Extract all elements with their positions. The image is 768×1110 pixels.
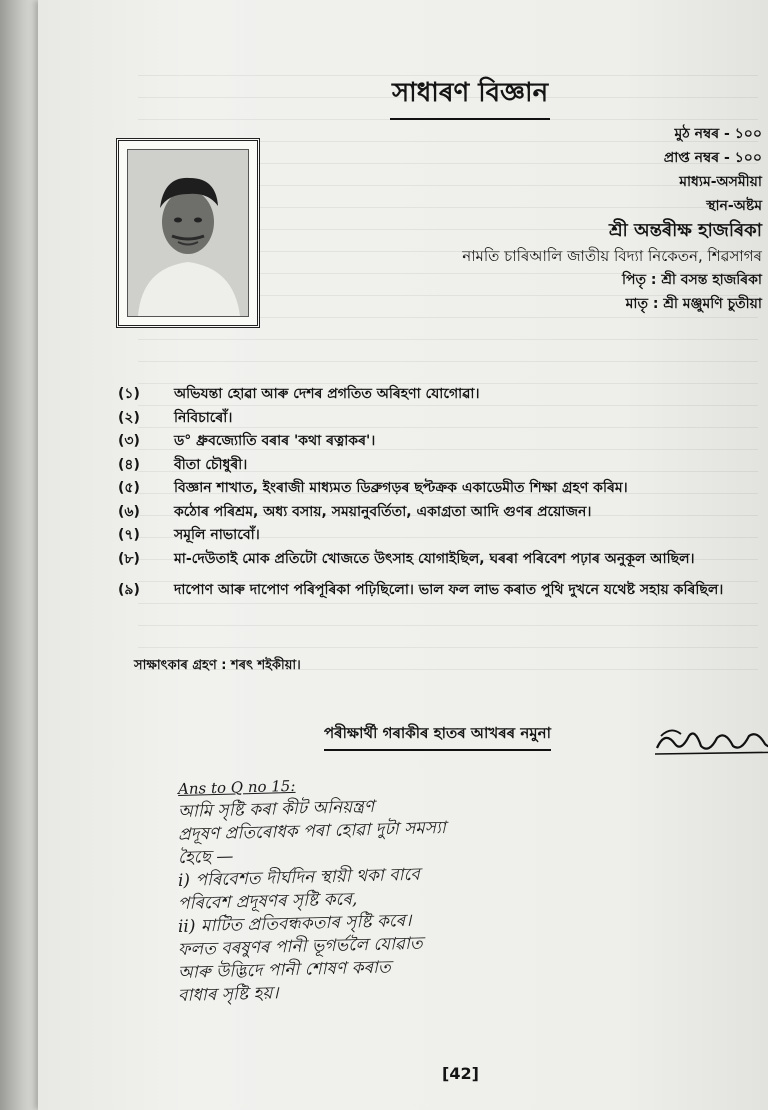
answer-number: (৪): [118, 456, 140, 473]
list-item: [118, 453, 768, 477]
obtained-marks: প্ৰাপ্ত নম্বৰ - ১০০: [663, 150, 762, 166]
answer-text: বীতা চৌধুৰী।: [174, 456, 248, 473]
handwriting-label: Ans to Q no 15:: [177, 776, 296, 798]
signature-icon: [651, 722, 768, 762]
answer-number: (২): [118, 409, 140, 426]
student-details: [462, 122, 762, 316]
handwriting-line: i) পৰিবেশত দীৰ্ঘদিন স্থায়ী থকা বাবে: [177, 864, 421, 891]
father-name: পিতৃ : শ্ৰী বসন্ত হাজৰিকা: [621, 272, 762, 288]
handwriting-line: আৰু উদ্ভিদে পানী শোষণ কৰাত: [177, 957, 391, 983]
full-marks: মুঠ নম্বৰ - ১০০: [674, 126, 762, 142]
student-name: শ্ৰী অন্তৰীক্ষ হাজৰিকা: [609, 220, 762, 241]
answer-text: বিজ্ঞান শাখাত, ইংৰাজী মাধ্যমত ডিব্ৰুগড়ৰ ছপ্টক্ৰক একাডেমীত শিক্ষা গ্ৰহণ কৰিম।: [174, 480, 628, 496]
list-item: [118, 406, 768, 430]
handwriting-sample-heading: পৰীক্ষাৰ্থী গৰাকীৰ হাতৰ আখৰৰ নমুনা: [324, 722, 551, 751]
answer-list: [118, 382, 768, 610]
list-item: [118, 547, 768, 571]
mother-name: মাতৃ : শ্ৰী মঞ্জুমণি চুতীয়া: [625, 296, 762, 312]
list-item: [118, 382, 768, 406]
handwriting-line: ফলত বৰষুণৰ পানী ভূগৰ্ভলৈ যোৱাত: [177, 933, 423, 960]
position: স্থান-অষ্টম: [706, 198, 762, 214]
student-photo-frame: [116, 138, 260, 328]
answer-number: (৩): [118, 433, 140, 449]
interview-credit: সাক্ষাৎকাৰ গ্ৰহণ : শৰৎ শইকীয়া।: [134, 658, 301, 673]
student-photo: [127, 149, 249, 317]
list-item: [118, 523, 768, 547]
medium: মাধ্যম-অসমীয়া: [679, 174, 762, 190]
answer-number: (১): [118, 386, 140, 402]
handwriting-line: প্ৰদূষণ প্ৰতিৰোধক পৰা হোৱা দুটা সমস্যা: [177, 817, 447, 845]
handwriting-line: ii) মাটিত প্ৰতিবন্ধকতাৰ সৃষ্টি কৰে।: [177, 910, 412, 937]
answer-number: (৮): [118, 550, 140, 567]
answer-number: (৭): [118, 527, 140, 543]
handwriting-line: পৰিবেশ প্ৰদূষণৰ সৃষ্টি কৰে,: [177, 889, 358, 914]
page-gutter-shadow: [0, 0, 38, 1110]
document-page: [38, 0, 768, 1110]
answer-number: (৬): [118, 503, 140, 520]
portrait-icon: [128, 150, 248, 316]
school-name: নামতি চাৰিআলি জাতীয় বিদ্যা নিকেতন, শিৱসাগৰ: [462, 247, 762, 265]
page-number: [42]: [442, 1064, 479, 1083]
list-item: [118, 500, 768, 524]
list-item: [118, 429, 768, 453]
page-title: সাধাৰণ বিজ্ঞান: [390, 72, 550, 120]
signature: [651, 722, 768, 762]
handwriting-line: বাধাৰ সৃষ্টি হয়।: [177, 983, 279, 1006]
answer-text: ড° ধ্ৰুবজ্যোতি বৰাৰ 'কথা ৰত্নাকৰ'।: [174, 433, 376, 449]
answer-number: (৯): [118, 582, 140, 598]
handwriting-line: হৈছে —: [177, 846, 234, 868]
answer-text: কঠোৰ পৰিশ্ৰম, অধ্য বসায়, সময়ানুবৰ্তিতা, একাগ্ৰতা আদি গুণৰ প্ৰয়োজন।: [174, 503, 592, 520]
answer-text: নিবিচাৰোঁ।: [174, 409, 233, 426]
handwriting-line: আমি সৃষ্টি কৰা কীট অনিয়ন্ত্ৰণ: [177, 796, 375, 822]
answer-text: মা-দেউতাই মোক প্ৰতিটো খোজতে উৎসাহ যোগাইছিল, ঘৰৰা পৰিবেশ পঢ়াৰ অনুকূল আছিল।: [174, 550, 695, 567]
handwriting-sample: [178, 778, 758, 1008]
answer-text: অভিযন্তা হোৱা আৰু দেশৰ প্ৰগতিত অৰিহণা যোগোৱা।: [174, 386, 480, 402]
list-item: [118, 476, 768, 500]
list-item: [118, 570, 768, 610]
answer-text: দাপোণ আৰু দাপোণ পৰিপূৰিকা পঢ়িছিলো। ভাল ফল লাভ কৰাত পুথি দুখনে যথেষ্ট সহায় কৰিছিল।: [174, 582, 724, 598]
answer-number: (৫): [118, 480, 140, 496]
answer-text: সমূলি নাভাবোঁ।: [174, 527, 260, 543]
